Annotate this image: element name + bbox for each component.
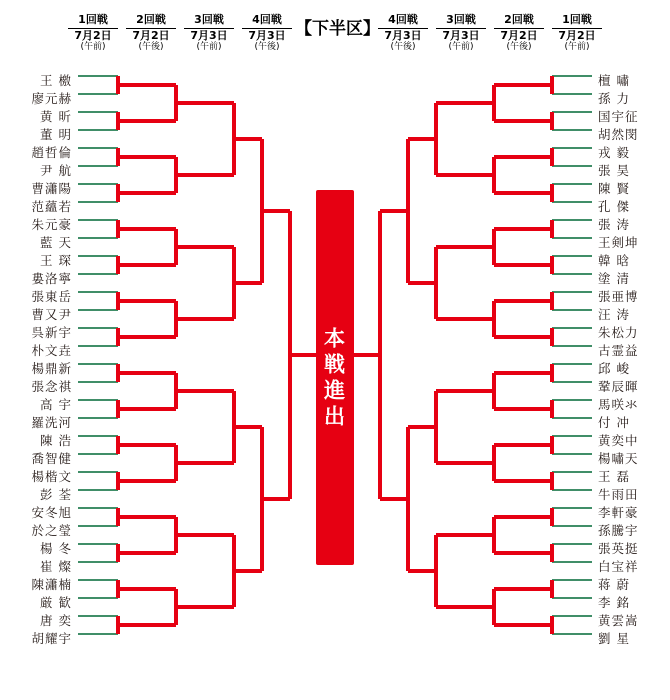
player-left-13: 張東岳: [31, 289, 72, 304]
player-left-26: 於之瑩: [31, 523, 72, 538]
player-left-12: 婁洛寧: [31, 271, 72, 286]
player-left-2: 廖元赫: [31, 91, 72, 106]
bracket-left-round2: [146, 85, 204, 625]
player-right-9: 張 涛: [598, 217, 630, 232]
player-right-16: 古霊益: [598, 343, 639, 358]
player-left-11: 王 琛: [40, 253, 72, 268]
player-right-1: 檀 嘯: [598, 73, 630, 88]
round-ampm: (午前): [80, 42, 106, 53]
player-left-21: 陳 浩: [40, 433, 72, 448]
player-right-3: 国宇征: [598, 109, 639, 124]
player-right-31: 黄雲嵩: [598, 613, 639, 628]
player-right-28: 白宝祥: [598, 559, 639, 574]
player-left-5: 趙哲倫: [31, 145, 72, 160]
player-left-25: 安冬旭: [31, 505, 72, 520]
player-left-20: 羅洗河: [31, 415, 72, 430]
player-left-31: 唐 奕: [40, 613, 72, 628]
bracket-left-round4: [262, 139, 318, 571]
player-right-25: 李軒豪: [598, 505, 639, 520]
player-left-30: 厳 歓: [40, 595, 72, 610]
round-label: 2回戦: [494, 14, 544, 29]
round-ampm: (午後): [506, 42, 532, 53]
player-left-6: 尹 航: [40, 163, 72, 178]
player-left-17: 楊鼎新: [31, 361, 72, 376]
player-right-20: 付 冲: [598, 415, 630, 430]
round-date: 7月3日: [384, 28, 422, 42]
player-left-23: 楊楷文: [31, 469, 72, 484]
round-date: 7月2日: [558, 28, 596, 42]
player-left-4: 董 明: [40, 127, 72, 142]
round-label: 2回戦: [126, 14, 176, 29]
player-right-6: 張 昊: [598, 163, 630, 178]
round-ampm: (午後): [390, 42, 416, 53]
round-date: 7月3日: [442, 28, 480, 42]
player-left-32: 胡耀宇: [31, 631, 72, 646]
player-left-22: 喬智健: [31, 451, 72, 466]
player-right-12: 塗 清: [598, 271, 630, 286]
player-left-28: 崔 燦: [40, 559, 72, 574]
player-right-22: 楊嘯天: [598, 451, 639, 466]
round-label: 1回戦: [68, 14, 118, 29]
player-right-24: 牛雨田: [598, 487, 639, 502]
round-ampm: (午前): [196, 42, 222, 53]
player-right-14: 汪 涛: [598, 307, 630, 322]
round-label: 4回戦: [378, 14, 428, 29]
stem-lines-left: [78, 76, 118, 634]
stem-lines-right: [552, 76, 592, 634]
round-ampm: (午後): [138, 42, 164, 53]
player-left-24: 彭 荃: [40, 487, 72, 502]
bracket-title: 【下半区】: [295, 19, 380, 39]
player-left-19: 高 宇: [40, 397, 72, 412]
player-left-15: 呉新宇: [31, 325, 72, 340]
bracket-right-round4: [352, 139, 408, 571]
player-right-8: 孔 傑: [598, 199, 630, 214]
round-date: 7月2日: [500, 28, 538, 42]
player-right-5: 戎 毅: [598, 145, 630, 160]
player-left-29: 陳瀟楠: [31, 577, 72, 592]
player-right-19: 馬咲氺: [598, 397, 639, 412]
bracket-right-round1: [524, 76, 552, 634]
player-right-2: 孫 力: [598, 91, 630, 106]
bracket-left-round1: [118, 76, 146, 634]
bracket-right-round3: [408, 103, 466, 607]
player-right-18: 鞏辰暉: [598, 379, 639, 394]
player-left-1: 王 檄: [40, 73, 72, 88]
player-right-23: 王 磊: [598, 469, 630, 484]
player-right-21: 黄奕中: [598, 433, 639, 448]
player-right-27: 張英挺: [598, 541, 639, 556]
round-label: 3回戦: [436, 14, 486, 29]
player-right-29: 蒋 蔚: [598, 577, 630, 592]
player-left-18: 張念祺: [31, 379, 72, 394]
round-label: 3回戦: [184, 14, 234, 29]
player-right-4: 胡然閔: [598, 127, 639, 142]
player-left-27: 楊 冬: [40, 541, 72, 556]
round-ampm: (午後): [254, 42, 280, 53]
round-date: 7月3日: [190, 28, 228, 42]
round-date: 7月2日: [132, 28, 170, 42]
player-right-11: 韓 晗: [598, 253, 630, 268]
player-left-8: 范蘊若: [31, 199, 72, 214]
player-left-14: 曹又尹: [31, 307, 72, 322]
player-right-7: 陳 賢: [598, 181, 630, 196]
round-ampm: (午前): [448, 42, 474, 53]
player-right-32: 劉 星: [598, 631, 630, 646]
player-left-10: 藍 天: [40, 235, 72, 250]
player-right-30: 李 銘: [598, 595, 630, 610]
player-left-3: 黄 昕: [40, 109, 72, 124]
bracket-left-round3: [204, 103, 262, 607]
player-right-26: 孫騰宇: [598, 523, 639, 538]
player-left-16: 朴文垚: [31, 343, 72, 358]
round-date: 7月3日: [248, 28, 286, 42]
player-right-15: 朱松力: [598, 325, 639, 340]
bracket-right-round2: [466, 85, 524, 625]
player-left-9: 朱元豪: [31, 217, 72, 232]
player-right-13: 張亜博: [598, 289, 639, 304]
player-right-17: 邱 峻: [598, 361, 630, 376]
round-label: 1回戦: [552, 14, 602, 29]
player-right-10: 王剣坤: [598, 235, 639, 250]
round-date: 7月2日: [74, 28, 112, 42]
player-left-7: 曹瀟陽: [31, 181, 72, 196]
final-advance-label: 本戦進出: [324, 326, 346, 429]
round-label: 4回戦: [242, 14, 292, 29]
round-ampm: (午前): [564, 42, 590, 53]
